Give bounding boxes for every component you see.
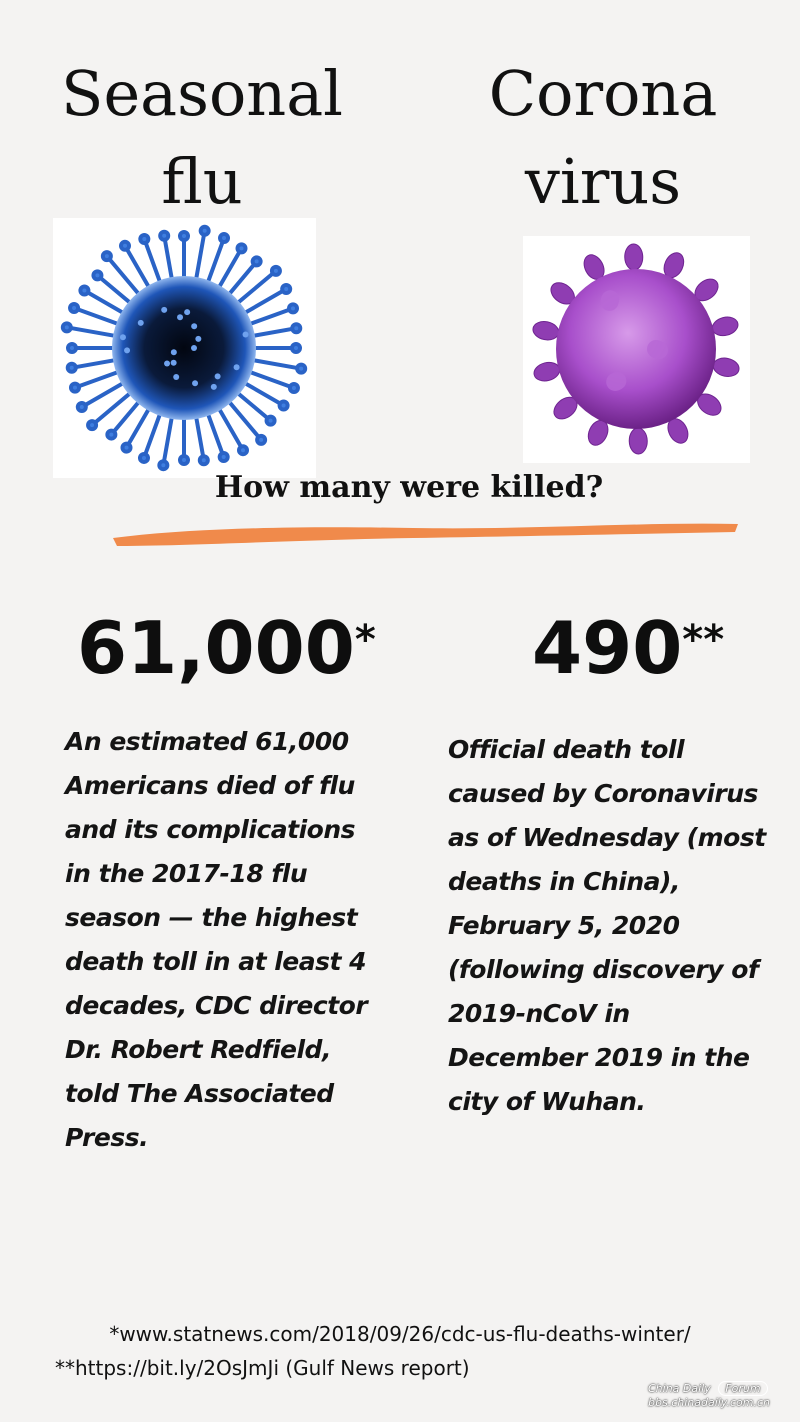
- corona-footnote-mark: **: [682, 617, 725, 663]
- corona-heading-line1: Corona: [488, 57, 718, 130]
- flu-death-count-value: 61,000: [77, 606, 355, 690]
- watermark-line2: bbs.chinadaily.com.cn: [648, 1396, 770, 1409]
- flu-footnote-mark: *: [354, 617, 376, 663]
- source-link-1: *www.statnews.com/2018/09/26/cdc-us-flu-deaths-winter/: [109, 1322, 691, 1346]
- corona-death-count-value: 490: [532, 606, 683, 690]
- question-heading: How many were killed?: [214, 470, 604, 505]
- corona-heading-line2: virus: [524, 145, 682, 218]
- flu-virus-icon: [53, 218, 316, 478]
- corona-heading: [423, 50, 783, 226]
- flu-virus-image: [53, 218, 316, 478]
- flu-heading-line1: Seasonal: [61, 57, 343, 130]
- watermark-line1: China Daily: [648, 1382, 711, 1395]
- corona-description: Official death toll caused by Coronavirus as of Wednesday (most deaths in China), February 5, 2020 (following discovery of 2019-nCoV in December 2019 in the city of Wuhan.: [448, 735, 766, 1116]
- watermark-badge: Forum: [718, 1381, 767, 1396]
- flu-heading: [22, 50, 382, 226]
- source-link-2: **https://bit.ly/2OsJmJi (Gulf News report): [55, 1356, 470, 1380]
- watermark: [648, 1382, 770, 1410]
- flu-death-count: [77, 604, 376, 692]
- corona-virus-image: [523, 236, 750, 463]
- flu-description: An estimated 61,000 Americans died of flu and its complications in the 2017-18 flu season — the highest death toll in at least 4 decades, CDC director Dr. Robert Redfield, told The Associated Press.: [65, 727, 368, 1152]
- coronavirus-icon: [523, 236, 750, 463]
- flu-heading-line2: flu: [161, 145, 243, 218]
- accent-brush-stroke: [113, 516, 738, 548]
- corona-death-count: [532, 604, 724, 692]
